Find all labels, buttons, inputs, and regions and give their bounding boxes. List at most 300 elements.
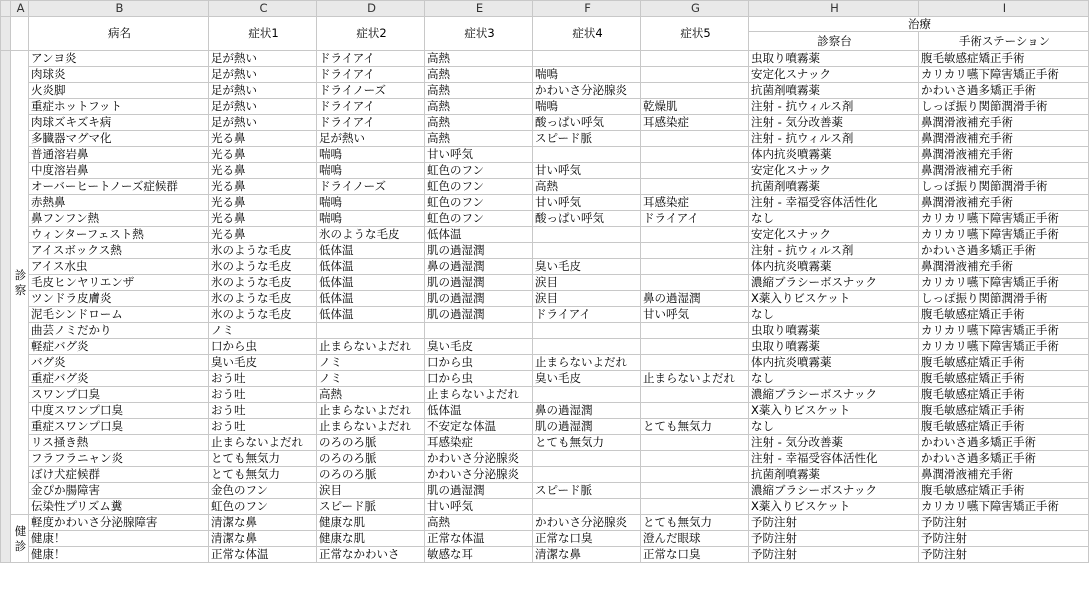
- cell-symptom4[interactable]: [533, 387, 641, 403]
- cell-surgery-treatment[interactable]: 鼻潤滑液補充手術: [919, 131, 1089, 147]
- cell-symptom1[interactable]: 止まらないよだれ: [209, 435, 317, 451]
- cell-symptom4[interactable]: 涙目: [533, 275, 641, 291]
- cell-symptom5[interactable]: とても無気力: [641, 419, 749, 435]
- cell-surgery-treatment[interactable]: 腹毛敏感症矯正手術: [919, 387, 1089, 403]
- cell-symptom3[interactable]: 甘い呼気: [425, 499, 533, 515]
- header-symptom4[interactable]: 症状4: [533, 17, 641, 51]
- table-row[interactable]: [1, 275, 1089, 291]
- cell-exam-room-treatment[interactable]: 体内抗炎噴霧薬: [749, 355, 919, 371]
- cell-symptom3[interactable]: 高熱: [425, 515, 533, 531]
- cell-surgery-treatment[interactable]: かわいさ過多矯正手術: [919, 435, 1089, 451]
- table-row[interactable]: [1, 387, 1089, 403]
- cell-symptom3[interactable]: 高熱: [425, 115, 533, 131]
- group-label-checkup[interactable]: [11, 515, 29, 563]
- column-header-d[interactable]: D: [317, 1, 425, 17]
- cell-disease[interactable]: アンヨ炎: [29, 51, 209, 67]
- cell-symptom3[interactable]: 止まらないよだれ: [425, 387, 533, 403]
- cell-surgery-treatment[interactable]: しっぽ振り関節潤滑手術: [919, 291, 1089, 307]
- cell-symptom5[interactable]: [641, 179, 749, 195]
- cell-symptom5[interactable]: [641, 227, 749, 243]
- cell-symptom3[interactable]: 肌の過湿潤: [425, 291, 533, 307]
- cell-symptom2[interactable]: ノミ: [317, 355, 425, 371]
- cell-symptom4[interactable]: [533, 51, 641, 67]
- cell-symptom5[interactable]: [641, 483, 749, 499]
- table-row[interactable]: [1, 451, 1089, 467]
- cell-surgery-treatment[interactable]: 腹毛敏感症矯正手術: [919, 51, 1089, 67]
- cell-symptom5[interactable]: [641, 83, 749, 99]
- cell-symptom2[interactable]: ドライアイ: [317, 67, 425, 83]
- cell-symptom5[interactable]: [641, 451, 749, 467]
- cell-symptom1[interactable]: 虹色のフン: [209, 499, 317, 515]
- cell-exam-room-treatment[interactable]: 注射 - 抗ウィルス剤: [749, 131, 919, 147]
- cell-symptom5[interactable]: [641, 467, 749, 483]
- table-row[interactable]: [1, 291, 1089, 307]
- cell-exam-room-treatment[interactable]: 安定化スナック: [749, 67, 919, 83]
- header-symptom2[interactable]: 症状2: [317, 17, 425, 51]
- column-header-i[interactable]: I: [919, 1, 1089, 17]
- cell-symptom2[interactable]: ドライアイ: [317, 115, 425, 131]
- cell-symptom3[interactable]: かわいさ分泌腺炎: [425, 467, 533, 483]
- cell-symptom2[interactable]: 止まらないよだれ: [317, 419, 425, 435]
- cell-symptom5[interactable]: ドライアイ: [641, 211, 749, 227]
- cell-disease[interactable]: 火炎脚: [29, 83, 209, 99]
- cell-symptom1[interactable]: 光る鼻: [209, 163, 317, 179]
- table-row[interactable]: [1, 355, 1089, 371]
- cell-symptom2[interactable]: 低体温: [317, 243, 425, 259]
- cell-symptom2[interactable]: 氷のような毛皮: [317, 227, 425, 243]
- table-row[interactable]: [1, 323, 1089, 339]
- cell-symptom5[interactable]: [641, 339, 749, 355]
- cell-surgery-treatment[interactable]: カリカリ嚥下障害矯正手術: [919, 323, 1089, 339]
- table-row[interactable]: [1, 163, 1089, 179]
- cell-disease[interactable]: 健康！: [29, 531, 209, 547]
- cell-surgery-treatment[interactable]: 鼻潤滑液補充手術: [919, 115, 1089, 131]
- column-header-b[interactable]: B: [29, 1, 209, 17]
- cell-symptom3[interactable]: 甘い呼気: [425, 147, 533, 163]
- table-row[interactable]: [1, 307, 1089, 323]
- cell-symptom1[interactable]: 金色のフン: [209, 483, 317, 499]
- cell-symptom4[interactable]: [533, 467, 641, 483]
- cell-surgery-treatment[interactable]: カリカリ嚥下障害矯正手術: [919, 67, 1089, 83]
- cell-exam-room-treatment[interactable]: X薬入りビスケット: [749, 403, 919, 419]
- cell-symptom1[interactable]: 臭い毛皮: [209, 355, 317, 371]
- table-row[interactable]: [1, 115, 1089, 131]
- header-surgery-station[interactable]: 手術ステーション: [919, 32, 1089, 51]
- cell-surgery-treatment[interactable]: 予防注射: [919, 547, 1089, 563]
- cell-symptom1[interactable]: おう吐: [209, 387, 317, 403]
- cell-disease[interactable]: 金ぴか腸障害: [29, 483, 209, 499]
- cell-symptom4[interactable]: [533, 147, 641, 163]
- cell-surgery-treatment[interactable]: かわいさ過多矯正手術: [919, 243, 1089, 259]
- cell-symptom2[interactable]: 涙目: [317, 483, 425, 499]
- cell-symptom5[interactable]: [641, 163, 749, 179]
- cell-disease[interactable]: スワンプ口臭: [29, 387, 209, 403]
- cell-exam-room-treatment[interactable]: 予防注射: [749, 531, 919, 547]
- cell-exam-room-treatment[interactable]: 注射 - 幸福受容体活性化: [749, 451, 919, 467]
- cell-symptom4[interactable]: [533, 451, 641, 467]
- cell-symptom3[interactable]: 鼻の過湿潤: [425, 259, 533, 275]
- cell-surgery-treatment[interactable]: カリカリ嚥下障害矯正手術: [919, 227, 1089, 243]
- table-row[interactable]: [1, 371, 1089, 387]
- cell-disease[interactable]: 多臓器マグマ化: [29, 131, 209, 147]
- cell-symptom3[interactable]: 肌の過湿潤: [425, 483, 533, 499]
- cell-symptom5[interactable]: [641, 499, 749, 515]
- cell-disease[interactable]: 重症ホットフット: [29, 99, 209, 115]
- cell-surgery-treatment[interactable]: しっぽ振り関節潤滑手術: [919, 99, 1089, 115]
- cell-exam-room-treatment[interactable]: 虫取り噴霧薬: [749, 339, 919, 355]
- cell-symptom1[interactable]: おう吐: [209, 419, 317, 435]
- row-header[interactable]: [1, 17, 11, 51]
- column-header-f[interactable]: F: [533, 1, 641, 17]
- cell-symptom3[interactable]: 口から虫: [425, 371, 533, 387]
- cell-symptom1[interactable]: 氷のような毛皮: [209, 275, 317, 291]
- cell-disease[interactable]: 鼻フンフン熱: [29, 211, 209, 227]
- cell-symptom4[interactable]: 酸っぱい呼気: [533, 115, 641, 131]
- cell-symptom3[interactable]: 虹色のフン: [425, 163, 533, 179]
- cell-symptom2[interactable]: 正常なかわいさ: [317, 547, 425, 563]
- cell-disease[interactable]: アイスボックス熱: [29, 243, 209, 259]
- cell-symptom2[interactable]: 低体温: [317, 275, 425, 291]
- cell-symptom3[interactable]: 高熱: [425, 131, 533, 147]
- cell-symptom1[interactable]: 正常な体温: [209, 547, 317, 563]
- column-header-c[interactable]: C: [209, 1, 317, 17]
- table-row[interactable]: [1, 195, 1089, 211]
- cell-symptom4[interactable]: [533, 499, 641, 515]
- cell-symptom1[interactable]: 氷のような毛皮: [209, 291, 317, 307]
- cell-symptom3[interactable]: かわいさ分泌腺炎: [425, 451, 533, 467]
- cell-disease[interactable]: 中度溶岩鼻: [29, 163, 209, 179]
- cell-symptom2[interactable]: のろのろ脈: [317, 467, 425, 483]
- table-row[interactable]: [1, 339, 1089, 355]
- cell-symptom2[interactable]: ドライアイ: [317, 99, 425, 115]
- cell-symptom5[interactable]: 止まらないよだれ: [641, 371, 749, 387]
- header-symptom3[interactable]: 症状3: [425, 17, 533, 51]
- cell-disease[interactable]: リス掻き熱: [29, 435, 209, 451]
- header-disease[interactable]: 病名: [29, 17, 209, 51]
- cell-symptom3[interactable]: 低体温: [425, 403, 533, 419]
- table-row[interactable]: [1, 131, 1089, 147]
- table-row[interactable]: [1, 259, 1089, 275]
- table-row[interactable]: [1, 435, 1089, 451]
- cell-exam-room-treatment[interactable]: X薬入りビスケット: [749, 499, 919, 515]
- cell-surgery-treatment[interactable]: 腹毛敏感症矯正手術: [919, 371, 1089, 387]
- cell-surgery-treatment[interactable]: かわいさ過多矯正手術: [919, 83, 1089, 99]
- cell-symptom3[interactable]: 虹色のフン: [425, 211, 533, 227]
- cell-disease[interactable]: ツンドラ皮膚炎: [29, 291, 209, 307]
- cell-symptom3[interactable]: 虹色のフン: [425, 195, 533, 211]
- cell-symptom1[interactable]: 足が熱い: [209, 83, 317, 99]
- cell-symptom5[interactable]: [641, 387, 749, 403]
- cell-symptom2[interactable]: 低体温: [317, 307, 425, 323]
- cell-symptom2[interactable]: 喘鳴: [317, 147, 425, 163]
- cell-exam-room-treatment[interactable]: 注射 - 幸福受容体活性化: [749, 195, 919, 211]
- cell-symptom2[interactable]: 止まらないよだれ: [317, 339, 425, 355]
- column-header-a[interactable]: A: [11, 1, 29, 17]
- cell-symptom2[interactable]: 高熱: [317, 387, 425, 403]
- group-label-exam[interactable]: [11, 51, 29, 515]
- cell-symptom5[interactable]: [641, 403, 749, 419]
- cell-symptom3[interactable]: 臭い毛皮: [425, 339, 533, 355]
- cell-symptom1[interactable]: 光る鼻: [209, 211, 317, 227]
- table-row[interactable]: [1, 547, 1089, 563]
- cell-surgery-treatment[interactable]: 鼻潤滑液補充手術: [919, 467, 1089, 483]
- cell-disease[interactable]: 曲芸ノミだかり: [29, 323, 209, 339]
- cell-symptom2[interactable]: 健康な肌: [317, 515, 425, 531]
- header-symptom1[interactable]: 症状1: [209, 17, 317, 51]
- cell-disease[interactable]: 中度スワンプ口臭: [29, 403, 209, 419]
- cell-symptom4[interactable]: 高熱: [533, 179, 641, 195]
- cell-symptom5[interactable]: [641, 259, 749, 275]
- cell-symptom3[interactable]: 不安定な体温: [425, 419, 533, 435]
- cell-exam-room-treatment[interactable]: 注射 - 気分改善薬: [749, 115, 919, 131]
- cell-symptom4[interactable]: 喘鳴: [533, 99, 641, 115]
- cell-a-header[interactable]: [11, 17, 29, 51]
- cell-disease[interactable]: 肉球ズキズキ病: [29, 115, 209, 131]
- column-header-g[interactable]: G: [641, 1, 749, 17]
- row-header[interactable]: [1, 51, 11, 563]
- cell-exam-room-treatment[interactable]: なし: [749, 371, 919, 387]
- cell-symptom4[interactable]: [533, 323, 641, 339]
- cell-symptom2[interactable]: 健康な肌: [317, 531, 425, 547]
- cell-symptom2[interactable]: 喘鳴: [317, 195, 425, 211]
- table-row[interactable]: [1, 243, 1089, 259]
- cell-exam-room-treatment[interactable]: 濃縮ブラシーボスナック: [749, 275, 919, 291]
- cell-surgery-treatment[interactable]: 腹毛敏感症矯正手術: [919, 355, 1089, 371]
- cell-disease[interactable]: 毛皮ヒンヤリエンザ: [29, 275, 209, 291]
- cell-surgery-treatment[interactable]: 鼻潤滑液補充手術: [919, 147, 1089, 163]
- cell-symptom1[interactable]: おう吐: [209, 403, 317, 419]
- cell-symptom4[interactable]: かわいさ分泌腺炎: [533, 515, 641, 531]
- cell-symptom4[interactable]: かわいさ分泌腺炎: [533, 83, 641, 99]
- cell-symptom2[interactable]: のろのろ脈: [317, 435, 425, 451]
- cell-symptom4[interactable]: 酸っぱい呼気: [533, 211, 641, 227]
- cell-symptom1[interactable]: 足が熱い: [209, 99, 317, 115]
- cell-symptom5[interactable]: 鼻の過湿潤: [641, 291, 749, 307]
- cell-symptom2[interactable]: ノミ: [317, 371, 425, 387]
- cell-symptom3[interactable]: [425, 323, 533, 339]
- cell-symptom3[interactable]: 高熱: [425, 99, 533, 115]
- cell-symptom1[interactable]: 光る鼻: [209, 179, 317, 195]
- header-symptom5[interactable]: 症状5: [641, 17, 749, 51]
- cell-surgery-treatment[interactable]: 腹毛敏感症矯正手術: [919, 403, 1089, 419]
- cell-symptom4[interactable]: 甘い呼気: [533, 195, 641, 211]
- table-row[interactable]: [1, 211, 1089, 227]
- cell-disease[interactable]: オーバーヒートノーズ症候群: [29, 179, 209, 195]
- cell-exam-room-treatment[interactable]: 注射 - 抗ウィルス剤: [749, 243, 919, 259]
- cell-symptom2[interactable]: 止まらないよだれ: [317, 403, 425, 419]
- cell-symptom3[interactable]: 低体温: [425, 227, 533, 243]
- cell-exam-room-treatment[interactable]: 抗菌剤噴霧薬: [749, 467, 919, 483]
- cell-symptom1[interactable]: とても無気力: [209, 467, 317, 483]
- cell-symptom4[interactable]: 臭い毛皮: [533, 259, 641, 275]
- cell-disease[interactable]: 肉球炎: [29, 67, 209, 83]
- cell-symptom3[interactable]: 高熱: [425, 67, 533, 83]
- cell-surgery-treatment[interactable]: 腹毛敏感症矯正手術: [919, 483, 1089, 499]
- table-row[interactable]: [1, 67, 1089, 83]
- cell-symptom2[interactable]: 足が熱い: [317, 131, 425, 147]
- cell-exam-room-treatment[interactable]: 濃縮ブラシーボスナック: [749, 387, 919, 403]
- table-row[interactable]: [1, 51, 1089, 67]
- cell-disease[interactable]: ウィンターフェスト熱: [29, 227, 209, 243]
- cell-symptom2[interactable]: ドライノーズ: [317, 179, 425, 195]
- cell-surgery-treatment[interactable]: しっぽ振り関節潤滑手術: [919, 179, 1089, 195]
- cell-surgery-treatment[interactable]: カリカリ嚥下障害矯正手術: [919, 339, 1089, 355]
- cell-surgery-treatment[interactable]: 予防注射: [919, 531, 1089, 547]
- cell-symptom1[interactable]: 足が熱い: [209, 67, 317, 83]
- cell-surgery-treatment[interactable]: 腹毛敏感症矯正手術: [919, 307, 1089, 323]
- cell-exam-room-treatment[interactable]: 注射 - 気分改善薬: [749, 435, 919, 451]
- cell-symptom1[interactable]: 足が熱い: [209, 51, 317, 67]
- cell-surgery-treatment[interactable]: カリカリ嚥下障害矯正手術: [919, 275, 1089, 291]
- cell-symptom1[interactable]: とても無気力: [209, 451, 317, 467]
- cell-disease[interactable]: バグ炎: [29, 355, 209, 371]
- cell-disease[interactable]: 軽症バグ炎: [29, 339, 209, 355]
- cell-symptom5[interactable]: [641, 355, 749, 371]
- cell-symptom3[interactable]: 正常な体温: [425, 531, 533, 547]
- cell-symptom5[interactable]: 澄んだ眼球: [641, 531, 749, 547]
- cell-symptom2[interactable]: 低体温: [317, 291, 425, 307]
- cell-symptom1[interactable]: 口から虫: [209, 339, 317, 355]
- cell-symptom1[interactable]: おう吐: [209, 371, 317, 387]
- table-row[interactable]: [1, 467, 1089, 483]
- cell-exam-room-treatment[interactable]: なし: [749, 419, 919, 435]
- cell-symptom1[interactable]: 光る鼻: [209, 131, 317, 147]
- header-exam-room[interactable]: 診察台: [749, 32, 919, 51]
- cell-symptom4[interactable]: 肌の過湿潤: [533, 419, 641, 435]
- cell-symptom1[interactable]: ノミ: [209, 323, 317, 339]
- table-row[interactable]: [1, 403, 1089, 419]
- cell-symptom4[interactable]: 正常な口臭: [533, 531, 641, 547]
- cell-symptom5[interactable]: [641, 67, 749, 83]
- cell-exam-room-treatment[interactable]: 予防注射: [749, 547, 919, 563]
- cell-disease[interactable]: アイス水虫: [29, 259, 209, 275]
- cell-symptom2[interactable]: [317, 323, 425, 339]
- table-row[interactable]: [1, 99, 1089, 115]
- cell-exam-room-treatment[interactable]: 虫取り噴霧薬: [749, 51, 919, 67]
- cell-surgery-treatment[interactable]: 鼻潤滑液補充手術: [919, 195, 1089, 211]
- cell-disease[interactable]: フラフラニャン炎: [29, 451, 209, 467]
- cell-symptom5[interactable]: [641, 51, 749, 67]
- cell-symptom2[interactable]: ドライノーズ: [317, 83, 425, 99]
- cell-symptom4[interactable]: 涙目: [533, 291, 641, 307]
- cell-symptom4[interactable]: スピード脈: [533, 131, 641, 147]
- cell-symptom5[interactable]: とても無気力: [641, 515, 749, 531]
- table-row[interactable]: [1, 227, 1089, 243]
- cell-exam-room-treatment[interactable]: 予防注射: [749, 515, 919, 531]
- cell-symptom5[interactable]: [641, 147, 749, 163]
- table-row[interactable]: [1, 83, 1089, 99]
- cell-symptom1[interactable]: 光る鼻: [209, 227, 317, 243]
- cell-symptom4[interactable]: とても無気力: [533, 435, 641, 451]
- cell-symptom2[interactable]: のろのろ脈: [317, 451, 425, 467]
- cell-symptom3[interactable]: 虹色のフン: [425, 179, 533, 195]
- cell-surgery-treatment[interactable]: カリカリ嚥下障害矯正手術: [919, 499, 1089, 515]
- cell-symptom5[interactable]: [641, 435, 749, 451]
- cell-exam-room-treatment[interactable]: 濃縮ブラシーボスナック: [749, 483, 919, 499]
- cell-disease[interactable]: 赤熱鼻: [29, 195, 209, 211]
- cell-symptom1[interactable]: 氷のような毛皮: [209, 307, 317, 323]
- table-row[interactable]: [1, 531, 1089, 547]
- cell-symptom3[interactable]: 肌の過湿潤: [425, 275, 533, 291]
- cell-disease[interactable]: 軽度かわいさ分泌腺障害: [29, 515, 209, 531]
- cell-exam-room-treatment[interactable]: 体内抗炎噴霧薬: [749, 147, 919, 163]
- cell-symptom5[interactable]: [641, 323, 749, 339]
- cell-symptom3[interactable]: 高熱: [425, 83, 533, 99]
- cell-symptom3[interactable]: 耳感染症: [425, 435, 533, 451]
- table-row[interactable]: [1, 515, 1089, 531]
- cell-disease[interactable]: 泥毛シンドローム: [29, 307, 209, 323]
- cell-exam-room-treatment[interactable]: 虫取り噴霧薬: [749, 323, 919, 339]
- cell-exam-room-treatment[interactable]: 体内抗炎噴霧薬: [749, 259, 919, 275]
- cell-surgery-treatment[interactable]: 鼻潤滑液補充手術: [919, 163, 1089, 179]
- cell-disease[interactable]: 重症バグ炎: [29, 371, 209, 387]
- cell-symptom1[interactable]: 光る鼻: [209, 195, 317, 211]
- column-header-e[interactable]: E: [425, 1, 533, 17]
- cell-symptom4[interactable]: 甘い呼気: [533, 163, 641, 179]
- cell-disease[interactable]: ぼけ犬症候群: [29, 467, 209, 483]
- cell-surgery-treatment[interactable]: 腹毛敏感症矯正手術: [919, 419, 1089, 435]
- cell-exam-room-treatment[interactable]: 安定化スナック: [749, 227, 919, 243]
- cell-symptom2[interactable]: 喘鳴: [317, 211, 425, 227]
- cell-symptom4[interactable]: 臭い毛皮: [533, 371, 641, 387]
- cell-exam-room-treatment[interactable]: なし: [749, 307, 919, 323]
- cell-symptom4[interactable]: 鼻の過湿潤: [533, 403, 641, 419]
- cell-symptom1[interactable]: 光る鼻: [209, 147, 317, 163]
- cell-surgery-treatment[interactable]: かわいさ過多矯正手術: [919, 451, 1089, 467]
- cell-symptom2[interactable]: 低体温: [317, 259, 425, 275]
- cell-symptom5[interactable]: [641, 275, 749, 291]
- cell-surgery-treatment[interactable]: 予防注射: [919, 515, 1089, 531]
- cell-surgery-treatment[interactable]: 鼻潤滑液補充手術: [919, 259, 1089, 275]
- cell-symptom1[interactable]: 氷のような毛皮: [209, 243, 317, 259]
- table-row[interactable]: [1, 147, 1089, 163]
- table-row[interactable]: [1, 483, 1089, 499]
- cell-symptom3[interactable]: 口から虫: [425, 355, 533, 371]
- header-treatment[interactable]: 治療: [749, 17, 1089, 32]
- cell-exam-room-treatment[interactable]: なし: [749, 211, 919, 227]
- cell-symptom4[interactable]: [533, 243, 641, 259]
- cell-symptom1[interactable]: 足が熱い: [209, 115, 317, 131]
- cell-symptom3[interactable]: 肌の過湿潤: [425, 307, 533, 323]
- cell-disease[interactable]: 健康！: [29, 547, 209, 563]
- cell-disease[interactable]: 重症スワンプ口臭: [29, 419, 209, 435]
- select-all-corner[interactable]: [1, 1, 11, 17]
- cell-symptom5[interactable]: 耳感染症: [641, 195, 749, 211]
- cell-symptom4[interactable]: [533, 339, 641, 355]
- cell-symptom1[interactable]: 清潔な鼻: [209, 515, 317, 531]
- cell-symptom1[interactable]: 氷のような毛皮: [209, 259, 317, 275]
- cell-symptom5[interactable]: [641, 131, 749, 147]
- cell-symptom5[interactable]: 甘い呼気: [641, 307, 749, 323]
- cell-symptom2[interactable]: スピード脈: [317, 499, 425, 515]
- table-row[interactable]: [1, 419, 1089, 435]
- cell-symptom3[interactable]: 高熱: [425, 51, 533, 67]
- cell-symptom5[interactable]: 正常な口臭: [641, 547, 749, 563]
- cell-disease[interactable]: 伝染性プリズム糞: [29, 499, 209, 515]
- table-row[interactable]: [1, 499, 1089, 515]
- cell-exam-room-treatment[interactable]: 抗菌剤噴霧薬: [749, 83, 919, 99]
- cell-exam-room-treatment[interactable]: 注射 - 抗ウィルス剤: [749, 99, 919, 115]
- cell-symptom5[interactable]: 耳感染症: [641, 115, 749, 131]
- cell-symptom2[interactable]: ドライアイ: [317, 51, 425, 67]
- cell-symptom1[interactable]: 清潔な鼻: [209, 531, 317, 547]
- cell-symptom4[interactable]: 喘鳴: [533, 67, 641, 83]
- cell-exam-room-treatment[interactable]: X薬入りビスケット: [749, 291, 919, 307]
- cell-exam-room-treatment[interactable]: 抗菌剤噴霧薬: [749, 179, 919, 195]
- cell-symptom2[interactable]: 喘鳴: [317, 163, 425, 179]
- cell-symptom5[interactable]: [641, 243, 749, 259]
- cell-symptom4[interactable]: 清潔な鼻: [533, 547, 641, 563]
